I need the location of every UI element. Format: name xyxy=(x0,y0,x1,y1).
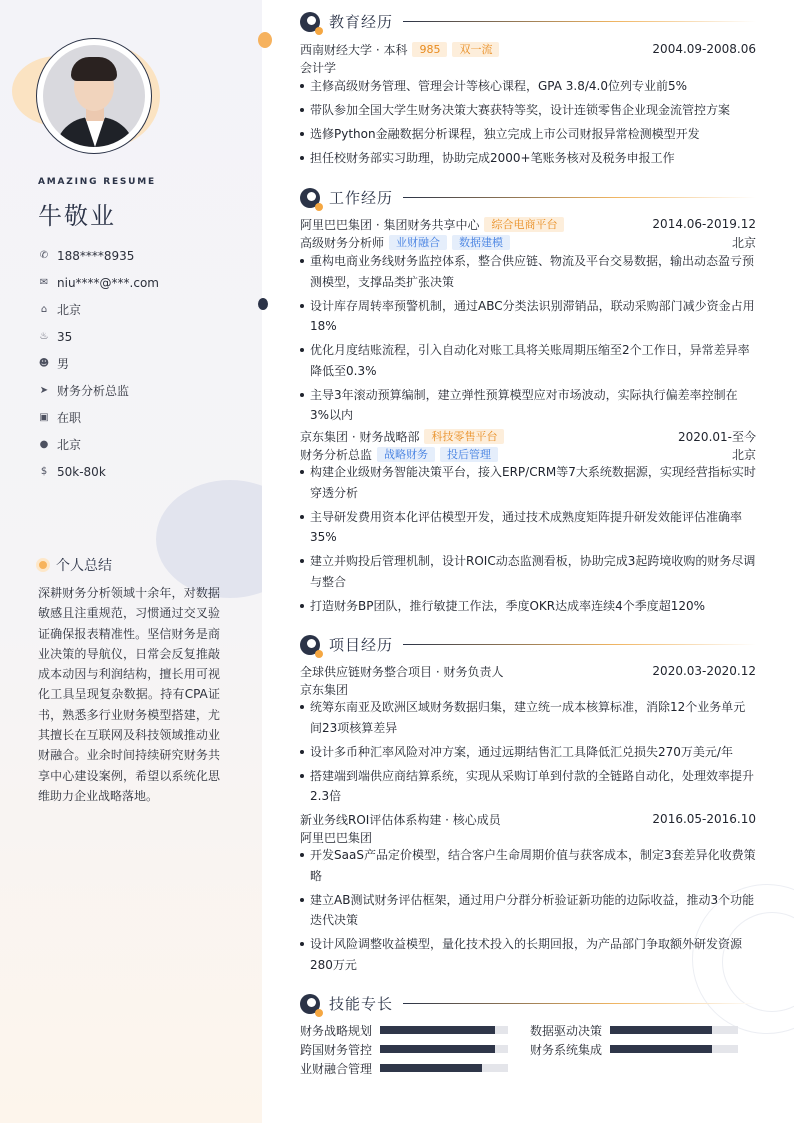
candidate-name: 牛敬业 xyxy=(38,202,116,230)
position-tag: 业财融合 xyxy=(389,235,447,250)
summary-heading xyxy=(36,555,112,575)
project-name: 新业务线ROI评估体系构建 · 核心成员 xyxy=(300,812,501,827)
school-name: 西南财经大学 · 本科 xyxy=(300,42,408,57)
section-icon xyxy=(300,994,320,1014)
section-divider xyxy=(403,644,756,645)
sidebar xyxy=(0,0,262,1123)
bullet-item: 主修高级财务管理、管理会计等核心课程，GPA 3.8/4.0位列专业前5% xyxy=(300,76,756,97)
bullet-item: 打造财务BP团队，推行敏捷工作法，季度OKR达成率连续4个季度超120% xyxy=(300,596,756,617)
job-company-row xyxy=(300,428,756,444)
decorative-orange-dot xyxy=(258,32,272,48)
skill-level-bar xyxy=(610,1045,738,1053)
bullet-item: 主导研发费用资本化评估模型开发，通过技术成熟度矩阵提升研发效能评估准确率35% xyxy=(300,507,756,548)
section-icon xyxy=(300,635,320,655)
school-tag: 985 xyxy=(412,42,447,57)
bullet-item: 设计库存周转率预警机制，通过ABC分类法识别滞销品，联动采购部门减少资金占用18% xyxy=(300,296,756,337)
summary-title: 个人总结 xyxy=(56,558,112,574)
bullet-item: 建立并购投后管理机制，设计ROIC动态监测看板，协助完成3起跨境收购的财务尽调与整合 xyxy=(300,551,756,592)
company-tag: 科技零售平台 xyxy=(424,429,504,444)
contact-info-item xyxy=(38,377,159,404)
skill-name: 业财融合管理 xyxy=(300,1061,373,1076)
section-divider xyxy=(403,197,756,198)
bullet-item: 统筹东南亚及欧洲区域财务数据归集，建立统一成本核算标准，消除12个业务单元间23项核算差异 xyxy=(300,697,756,738)
job-position-row xyxy=(300,446,756,462)
bullet-item: 带队参加全国大学生财务决策大赛获特等奖，设计连锁零售企业现金流管控方案 xyxy=(300,100,756,121)
contact-info-item xyxy=(38,323,159,350)
work-section-header xyxy=(300,187,756,208)
project-date: 2020.03-2020.12 xyxy=(652,664,756,678)
contact-info-text: 在职 xyxy=(57,411,82,425)
position-tag: 战略财务 xyxy=(377,447,435,462)
skill-item xyxy=(300,1021,508,1039)
education-bullets xyxy=(300,76,756,172)
contact-info-item xyxy=(38,350,159,377)
money-icon: $ xyxy=(40,465,48,477)
skill-level-fill xyxy=(610,1026,712,1034)
section-title: 工作经历 xyxy=(329,189,394,207)
bullet-item: 设计多币种汇率风险对冲方案，通过远期结售汇工具降低汇兑损失270万美元/年 xyxy=(300,742,756,763)
job-position-row xyxy=(300,234,756,250)
resume-tagline: AMAZING RESUME xyxy=(38,177,156,187)
job-company-row xyxy=(300,216,756,232)
section-icon xyxy=(300,188,320,208)
bullet-item: 建立AB测试财务评估框架，通过用户分群分析验证新功能的边际收益，推动3个功能迭代决策 xyxy=(300,890,756,931)
contact-info-list xyxy=(38,242,159,485)
contact-info-text: 188****8935 xyxy=(57,248,135,263)
contact-info-text: 北京 xyxy=(57,438,82,452)
bullet-item: 搭建端到端供应商结算系统，实现从采购订单到付款的全链路自动化，处理效率提升2.3倍 xyxy=(300,766,756,807)
position-title: 财务分析总监 xyxy=(300,447,373,462)
company-tag: 综合电商平台 xyxy=(484,217,564,232)
contact-info-text: 财务分析总监 xyxy=(57,384,130,398)
section-icon xyxy=(300,12,320,32)
phone-icon: ✆ xyxy=(39,249,49,261)
skill-level-fill xyxy=(380,1045,495,1053)
project-org: 阿里巴巴集团 xyxy=(300,830,373,845)
send-icon: ➤ xyxy=(39,384,49,396)
job-bullets xyxy=(300,462,756,620)
skill-name: 财务系统集成 xyxy=(530,1042,603,1057)
skill-name: 跨国财务管控 xyxy=(300,1042,373,1057)
skill-level-bar xyxy=(610,1026,738,1034)
bullet-item: 主导3年滚动预算编制，建立弹性预算模型应对市场波动，实际执行偏差率控制在3%以内 xyxy=(300,385,756,426)
contact-info-text: niu****@***.com xyxy=(57,275,159,290)
bullet-item: 担任校财务部实习助理，协助完成2000+笔账务核对及税务申报工作 xyxy=(300,148,756,169)
project-row xyxy=(300,811,756,827)
skill-name: 数据驱动决策 xyxy=(530,1023,603,1038)
skill-item xyxy=(300,1059,508,1077)
job-city: 北京 xyxy=(731,447,756,462)
skill-level-fill xyxy=(380,1026,495,1034)
skill-name: 财务战略规划 xyxy=(300,1023,373,1038)
education-row xyxy=(300,41,756,57)
job-date: 2020.01-至今 xyxy=(678,429,756,444)
project-bullets xyxy=(300,697,756,810)
summary-text: 深耕财务分析领域十余年，对数据敏感且注重规范，习惯通过交叉验证确保报表精准性。坚信财务是商业决策的导航仪，日常会反复推敲成本动因与利润结构，擅长用可视化工具呈现复杂数据。持有CPA证书，熟悉多行业财务模型搭建，尤其擅长在互联网及科技领域推动业财融合。业余时间持续研究财务共享中心建设案例，希望以系统化思维助力企业战略落地。 xyxy=(38,586,220,803)
bullet-item: 开发SaaS产品定价模型，结合客户生命周期价值与获客成本，制定3套差异化收费策略 xyxy=(300,845,756,886)
section-title: 教育经历 xyxy=(329,13,394,31)
skill-level-bar xyxy=(380,1064,508,1072)
section-title: 项目经历 xyxy=(329,636,394,654)
decorative-gray-circle xyxy=(156,480,262,598)
job-city: 北京 xyxy=(731,235,756,250)
skill-level-fill xyxy=(380,1064,482,1072)
bullet-item: 构建企业级财务智能决策平台，接入ERP/CRM等7大系统数据源，实现经营指标实时穿透分析 xyxy=(300,462,756,503)
briefcase-icon: ▣ xyxy=(39,411,49,423)
skill-level-fill xyxy=(610,1045,712,1053)
skill-item xyxy=(530,1040,738,1058)
section-divider xyxy=(403,21,756,22)
contact-info-text: 男 xyxy=(57,357,70,371)
home-icon: ⌂ xyxy=(40,303,48,315)
job-date: 2014.06-2019.12 xyxy=(652,217,756,231)
education-date: 2004.09-2008.06 xyxy=(652,42,756,56)
project-row xyxy=(300,663,756,679)
contact-info-text: 北京 xyxy=(57,303,82,317)
contact-info-item xyxy=(38,431,159,458)
skill-level-bar xyxy=(380,1026,508,1034)
bullet-item: 优化月度结账流程，引入自动化对账工具将关账周期压缩至2个工作日，异常差异率降低至0.3% xyxy=(300,340,756,381)
skill-item xyxy=(300,1040,508,1058)
project-org-row xyxy=(300,829,756,845)
skill-item xyxy=(530,1021,738,1039)
company-name: 阿里巴巴集团 · 集团财务共享中心 xyxy=(300,217,480,232)
bullet-item: 重构电商业务线财务监控体系，整合供应链、物流及平台交易数据，输出动态盈亏预测模型，支撑品类扩张决策 xyxy=(300,251,756,292)
project-org-row xyxy=(300,681,756,697)
project-name: 全球供应链财务整合项目 · 财务负责人 xyxy=(300,664,504,679)
projects-section-header xyxy=(300,634,756,655)
education-section-header xyxy=(300,11,756,32)
mail-icon: ✉ xyxy=(39,276,49,288)
contact-info-text: 50k-80k xyxy=(57,464,106,479)
decorative-dark-dot xyxy=(258,298,268,310)
company-name: 京东集团 · 财务战略部 xyxy=(300,429,420,444)
gender-icon: ☻ xyxy=(38,357,50,369)
avatar-frame xyxy=(36,38,152,154)
contact-info-item xyxy=(38,458,159,485)
project-org: 京东集团 xyxy=(300,682,349,697)
avatar xyxy=(43,45,145,147)
bullet-item: 选修Python金融数据分析课程，独立完成上市公司财报异常检测模型开发 xyxy=(300,124,756,145)
cake-icon: ♨ xyxy=(39,330,49,342)
education-major-row xyxy=(300,59,756,75)
contact-info-item xyxy=(38,242,159,269)
school-tag: 双一流 xyxy=(452,42,499,57)
job-bullets xyxy=(300,251,756,429)
contact-info-item xyxy=(38,269,159,296)
position-tag: 数据建模 xyxy=(452,235,510,250)
bullet-item: 设计风险调整收益模型，量化技术投入的长期回报，为产品部门争取额外研发资源280万元 xyxy=(300,934,756,975)
position-title: 高级财务分析师 xyxy=(300,235,385,250)
contact-info-text: 35 xyxy=(57,329,73,344)
dot-icon xyxy=(36,558,50,572)
location-icon: ● xyxy=(39,438,49,450)
section-divider xyxy=(403,1003,756,1004)
major: 会计学 xyxy=(300,60,337,75)
project-bullets xyxy=(300,845,756,979)
skills-section-header xyxy=(300,993,756,1014)
section-title: 技能专长 xyxy=(329,995,394,1013)
contact-info-item xyxy=(38,296,159,323)
project-date: 2016.05-2016.10 xyxy=(652,812,756,826)
position-tag: 投后管理 xyxy=(440,447,498,462)
skill-level-bar xyxy=(380,1045,508,1053)
contact-info-item xyxy=(38,404,159,431)
